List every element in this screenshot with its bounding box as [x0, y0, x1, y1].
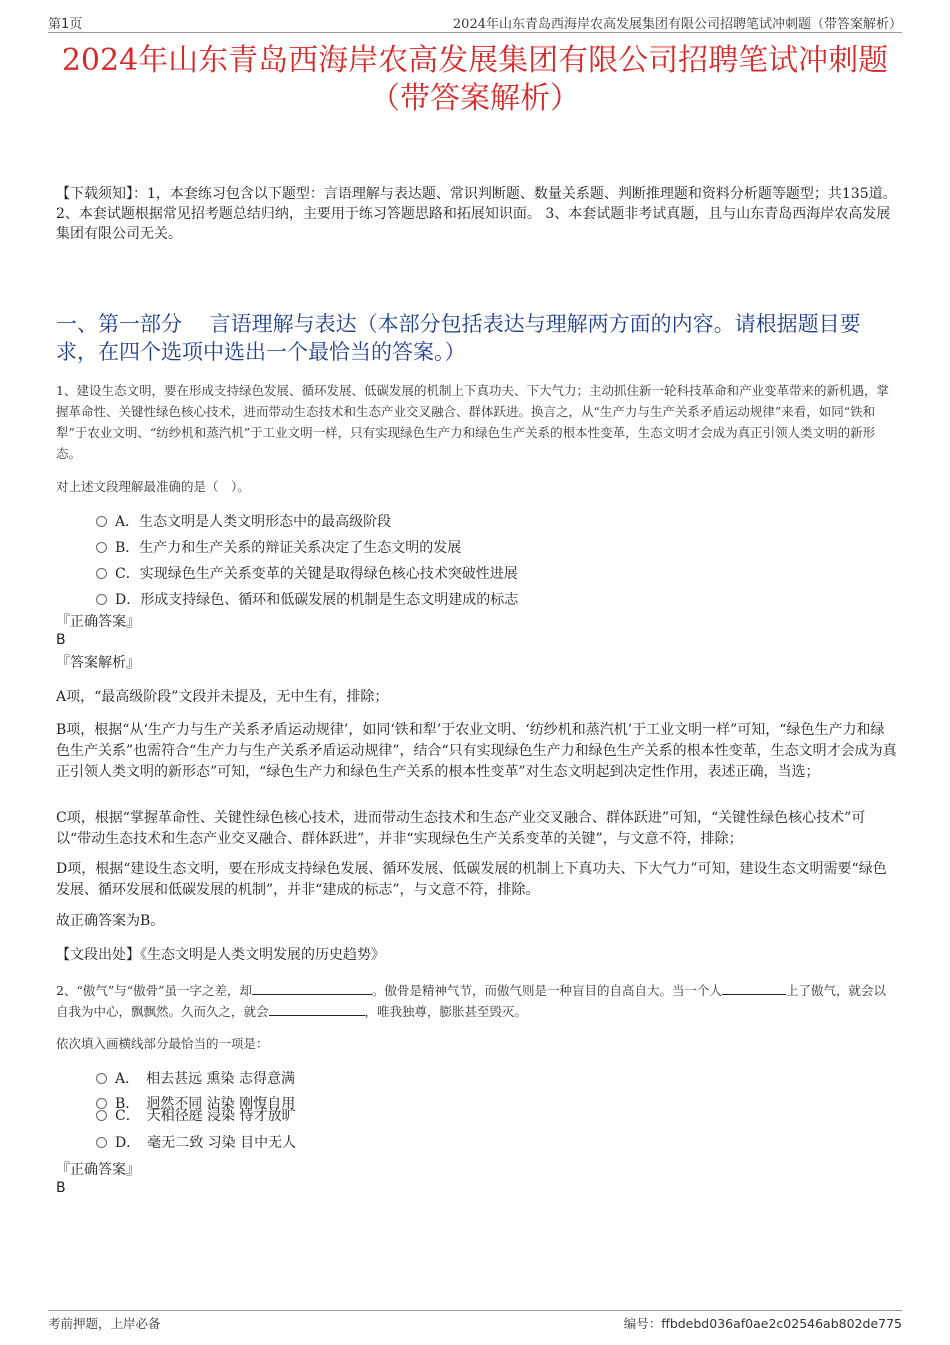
analysis-paragraph-d: D项，根据“建设生态文明，要在形成支持绿色发展、循环发展、低碳发展的机制上下真功夫、下大气力”可知，建设生态文明需要“绿色发展、循环发展和低碳发展的机制”，并非“建成的标志”，与文意不符，排除。 [56, 861, 887, 898]
page-footer [48, 1310, 902, 1331]
section-title: 一、第一部分 言语理解与表达（本部分包括表达与理解两方面的内容。请根据题目要求，在四个选项中选出一个最恰当的答案。） [56, 312, 861, 364]
question-1-answer-label: 『正确答案』 [56, 614, 140, 630]
radio-icon[interactable] [96, 516, 107, 527]
document-title [40, 42, 910, 118]
download-notice: 【下载须知】：1，本套练习包含以下题型：言语理解与表达题、常识判断题、数量关系题、判断推理题和资料分析题等题型；共135道。 2、本套试题根据常见招考题总结归纳，主要用于练习答题思路和拓展知识面。 3、本套试题非考试真题，且与山东青岛西海岸农高发展集团有限公司无关。 [56, 186, 897, 242]
document-code: 编号：ffbdebd036af0ae2c02546ab802de775 [623, 1316, 902, 1331]
question-2-option-b[interactable]: B． 迥然不同 沾染 刚愎自用 [96, 1095, 295, 1113]
analysis-paragraph-c: C项，根据“掌握革命性、关键性绿色核心技术，进而带动生态技术和生态产业交叉融合、群体跃进”可知，“关键性绿色核心技术”可以“带动生态技术和生态产业交叉融合、群体跃进”，并非“实现绿色生产关系变革的关键”，与文意不符，排除； [56, 810, 866, 847]
question-2-answer: B [56, 1180, 66, 1196]
page-number: 第1页 [48, 17, 83, 32]
question-1-option-d[interactable]: D．形成支持绿色、循环和低碳发展的机制是生态文明建成的标志 [96, 591, 518, 609]
question-2-prompt: 依次填入画横线部分最恰当的一项是： [56, 1036, 269, 1051]
page-header [48, 12, 902, 33]
question-1-analysis-label: 『答案解析』 [56, 655, 140, 671]
question-1-option-c[interactable]: C．实现绿色生产关系变革的关键是取得绿色核心技术突破性进展 [96, 565, 518, 583]
blank-3 [269, 1003, 365, 1016]
question-1-answer: B [56, 632, 66, 648]
question-2-answer-label: 『正确答案』 [56, 1162, 140, 1178]
header-doc-title: 2024年山东青岛西海岸农高发展集团有限公司招聘笔试冲刺题（带答案解析） [452, 17, 902, 32]
document-title-line1: 2024年山东青岛西海岸农高发展集团有限公司招聘笔试冲刺题 [61, 43, 889, 78]
analysis-paragraph-a: A项，“最高级阶段”文段并未提及，无中生有，排除； [56, 689, 389, 705]
question-1-stem: 1、建设生态文明，要在形成支持绿色发展、循环发展、低碳发展的机制上下真功夫、下大气力；主动抓住新一轮科技革命和产业变革带来的新机遇，掌握革命性、关键性绿色核心技术，进而带动生态技术和生态产业交叉融合、群体跃进。换言之，从“生产力与生产关系矛盾运动规律”来看，如同“铁和犁”于农业文明、“纺纱机和蒸汽机”于工业文明一样，只有实现绿色生产力和绿色生产关系的根本性变革，生态文明才会成为真正引领人类文明的新形态。 [56, 383, 889, 461]
analysis-paragraph-b: B项，根据“从‘生产力与生产关系矛盾运动规律’，如同‘铁和犁’于农业文明、‘纺纱机和蒸汽机’于工业文明一样”可知，“绿色生产力和绿色生产关系”也需符合“生产力与生产关系矛盾运动规律”，结合“只有实现绿色生产力和绿色生产关系的根本性变革，生态文明才会成为真正引领人类文明的新形态”可知，“绿色生产力和绿色生产关系的根本性变革”对生态文明起到决定性作用，表述正确，当选； [56, 722, 897, 780]
blank-2 [722, 982, 786, 995]
question-2-option-d[interactable]: D． 毫无二致 习染 目中无人 [96, 1134, 296, 1152]
radio-icon[interactable] [96, 1073, 107, 1084]
footer-slogan: 考前押题，上岸必备 [48, 1316, 161, 1331]
blank-1 [252, 982, 372, 995]
question-2-option-c[interactable]: C． 天相径庭 浸染 恃才放旷 [96, 1107, 296, 1125]
question-1-prompt: 对上述文段理解最准确的是（ ）。 [56, 479, 250, 494]
document-title-line2: （带答案解析） [370, 81, 580, 116]
question-2-option-a[interactable]: A． 相去甚远 熏染 志得意满 [96, 1070, 295, 1088]
radio-icon[interactable] [96, 1137, 107, 1148]
radio-icon[interactable] [96, 542, 107, 553]
analysis-conclusion: 故正确答案为B。 [56, 913, 165, 929]
question-1-option-b[interactable]: B．生产力和生产关系的辩证关系决定了生态文明的发展 [96, 539, 461, 557]
question-2-stem: 2、“傲气”与“傲骨”虽一字之差，却 。傲骨是精神气节，而傲气则是一种盲目的自高自大。当一个人 上了傲气，就会以自我为中心，飘飘然。久而久之，就会 ，唯我独尊，膨胀甚至毁灭。 [56, 983, 887, 1019]
question-1-source: 【文段出处】《生态文明是人类文明发展的历史趋势》 [56, 947, 385, 963]
question-1-option-a[interactable]: A．生态文明是人类文明形态中的最高级阶段 [96, 513, 391, 531]
radio-icon[interactable] [96, 568, 107, 579]
radio-icon[interactable] [96, 594, 107, 605]
radio-icon[interactable] [96, 1110, 107, 1121]
